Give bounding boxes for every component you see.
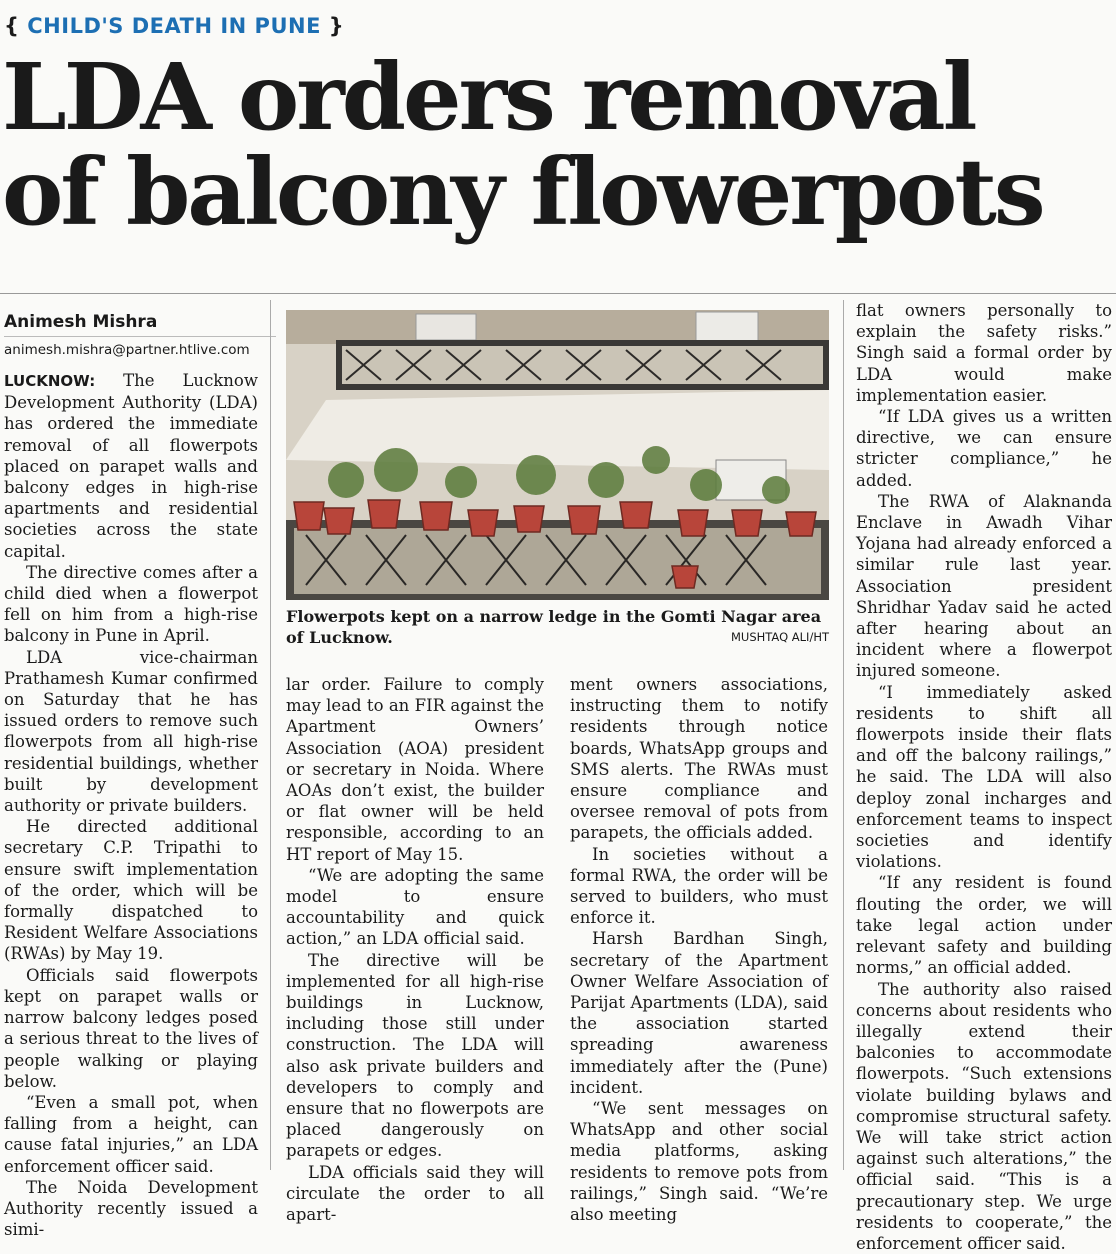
dateline: LUCKNOW: [4,372,95,390]
section-kicker [4,14,344,38]
headline-line-1: LDA orders removal [2,43,975,151]
paragraph: The RWA of Alaknanda Enclave in Awadh Vihar Yojana had already enforced a similar rule last year. Association president Shridhar Yadav said he acted after hearing about an incident where a flowerpot injured someone. [856,491,1112,682]
paragraph: lar order. Failure to comply may lead to an FIR against the Apartment Owners’ Association (AOA) president or secretary in Noida. Where AOAs don’t exist, the builder or flat owner will be held responsible, according to an HT report of May 15. [286,674,544,865]
paragraph: “I immediately asked residents to shift all flowerpots inside their flats and off the balcony railings,” he said. The LDA will also deploy zonal incharges and enforcement teams to inspect societies and identify violations. [856,682,1112,873]
article-column-2 [286,674,544,1170]
paragraph: Harsh Bardhan Singh, secretary of the Apartment Owner Welfare Association of Parijat Apartments (LDA), said the association started spreading awareness immediately after the (Pune) incident. [570,928,828,1098]
headline-line-2: of balcony flowerpots [2,138,1043,246]
paragraph: The directive will be implemented for all high-rise buildings in Lucknow, including those still under construction. The LDA will also ask private builders and developers to comply and ensure that no flowerpots are placed dangerously on parapets or edges. [286,950,544,1162]
headline-divider [0,293,1116,294]
paragraph: LDA officials said they will circulate the order to all apart- [286,1162,544,1226]
news-photo [286,310,829,600]
column-divider [843,300,844,1170]
byline-divider [4,336,276,337]
author-email: animesh.mishra@partner.htlive.com [4,342,250,358]
balcony-flowerpots-image [286,310,829,600]
paragraph: LDA vice-chairman Prathamesh Kumar confirmed on Saturday that he has issued orders to remove such flowerpots from all high-rise residential buildings, whether built by development authority or private builders. [4,647,258,817]
paragraph: He directed additional secretary C.P. Tripathi to ensure swift implementation of the order, which will be formally dispatched to Resident Welfare Associations (RWAs) by May 19. [4,816,258,964]
article-column-4 [856,300,1112,1170]
paragraph: “If LDA gives us a written directive, we can ensure stricter compliance,” he added. [856,406,1112,491]
kicker-text: CHILD'S DEATH IN PUNE [27,14,321,38]
paragraph: LUCKNOW: The Lucknow Development Authority (LDA) has ordered the immediate removal of all flowerpots placed on parapet walls and balcony edges in high-rise apartments and residential societies across the state capital. [4,370,258,562]
kicker-open-brace: { [4,14,27,38]
kicker-close-brace: } [321,14,344,38]
paragraph: “If any resident is found flouting the order, we will take legal action under relevant safety and building norms,” an official added. [856,872,1112,978]
paragraph: The authority also raised concerns about residents who illegally extend their balconies to accommodate flowerpots. “Such extensions violate building bylaws and compromise structural safety. We will take strict action against such alterations,” the official said. “This is a precautionary step. We urge residents to cooperate,” the enforcement officer said. [856,979,1112,1254]
paragraph: “We sent messages on WhatsApp and other social media platforms, asking residents to remove pots from railings,” Singh said. “We’re also meeting [570,1098,828,1225]
paragraph: In societies without a formal RWA, the order will be served to builders, who must enforce it. [570,844,828,929]
photo-caption: Flowerpots kept on a narrow ledge in the Gomti Nagar area of Lucknow. [286,606,829,648]
paragraph: “We are adopting the same model to ensure accountability and quick action,” an LDA official said. [286,865,544,950]
paragraph: The directive comes after a child died when a flowerpot fell on him from a high-rise balcony in Pune in April. [4,562,258,647]
article-column-1 [4,370,258,1170]
paragraph: The Noida Development Authority recently issued a simi- [4,1177,258,1241]
paragraph: flat owners personally to explain the safety risks.” Singh said a formal order by LDA would make implementation easier. [856,300,1112,406]
article-column-3 [570,674,828,1170]
headline [2,50,1112,240]
column-divider [270,300,271,1170]
author-byline: Animesh Mishra [4,312,157,332]
photo-credit: MUSHTAQ ALI/HT [731,630,829,644]
paragraph: “Even a small pot, when falling from a height, can cause fatal injuries,” an LDA enforcement officer said. [4,1092,258,1177]
paragraph: Officials said flowerpots kept on parapet walls or narrow balcony ledges posed a serious threat to the lives of people walking or playing below. [4,965,258,1092]
paragraph: ment owners associations, instructing them to notify residents through notice boards, WhatsApp groups and SMS alerts. The RWAs must ensure compliance and oversee removal of pots from parapets, the officials added. [570,674,828,844]
